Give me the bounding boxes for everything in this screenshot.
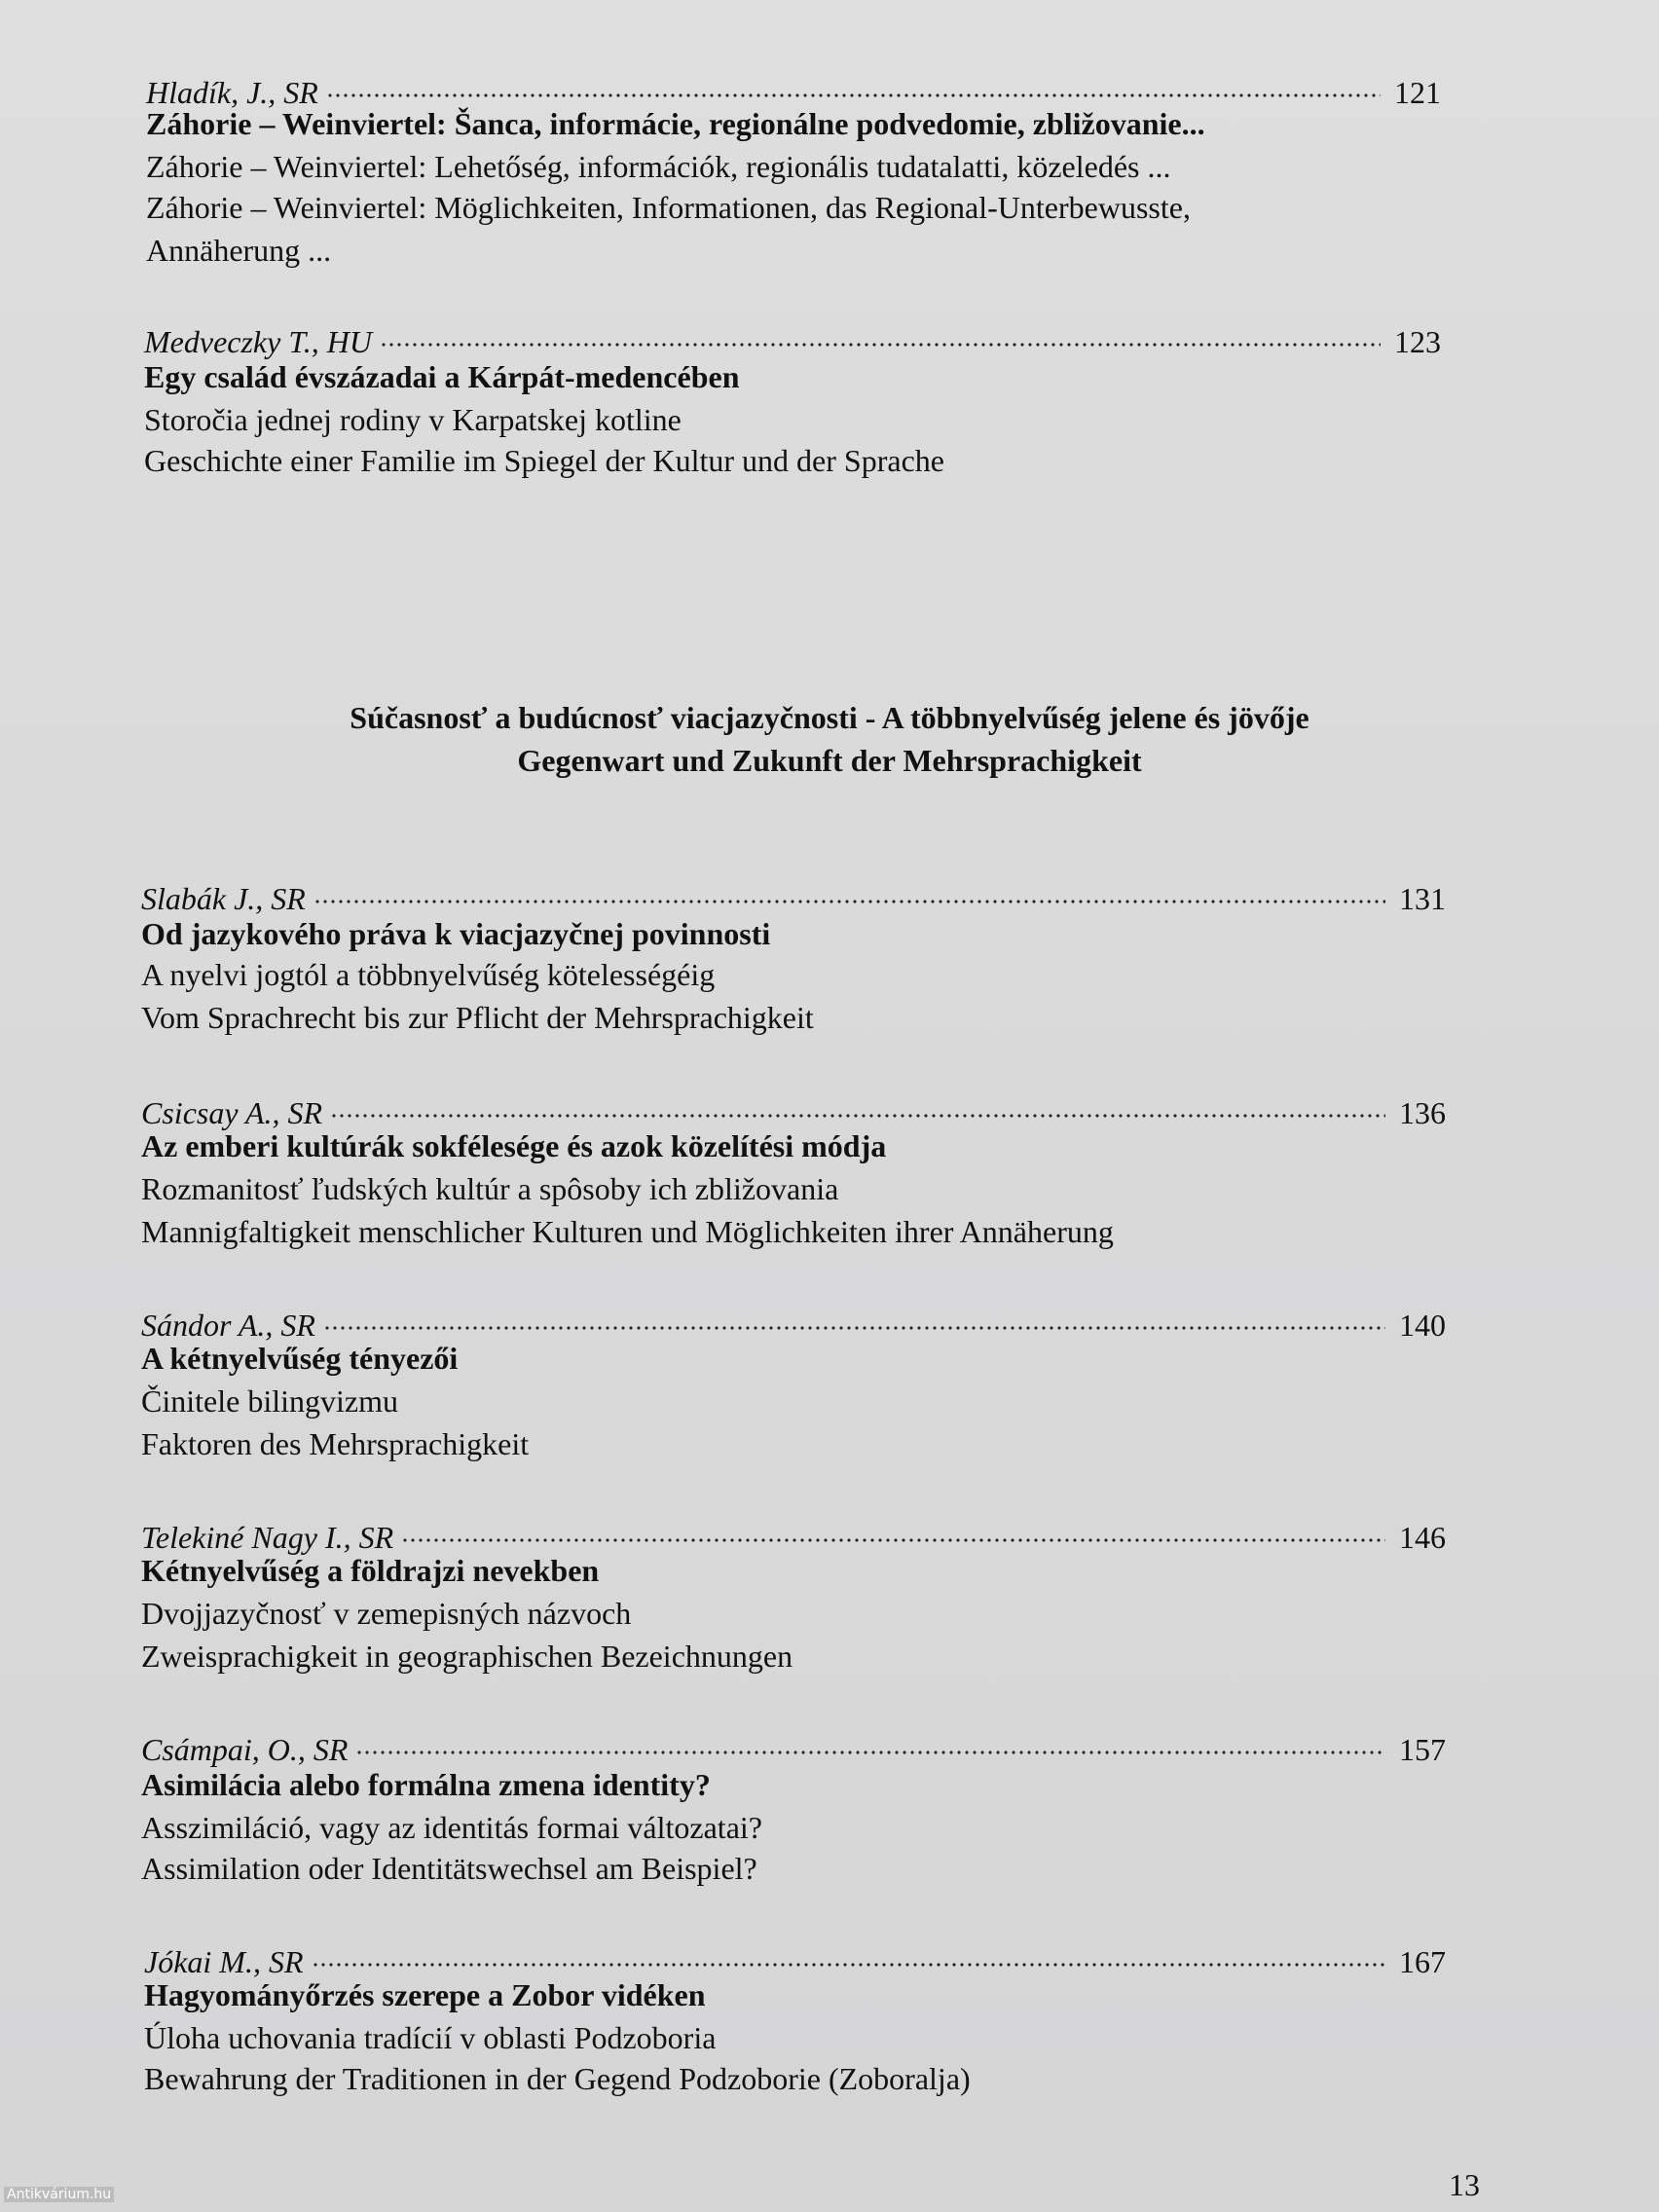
toc-author: Jókai M., SR [144, 1944, 304, 1979]
page-number: 13 [1449, 2167, 1480, 2202]
toc-translation: Assimilation oder Identitätswechsel am Beispiel? [141, 1851, 757, 1886]
watermark: Antikvárium.hu [4, 2187, 114, 2202]
toc-page-number: 123 [1394, 324, 1441, 359]
toc-author-row [144, 312, 1441, 359]
toc-page-number: 146 [1399, 1520, 1446, 1555]
toc-title: Egy család évszázadai a Kárpát-medencében [144, 359, 740, 394]
toc-author: Csámpai, O., SR [141, 1732, 349, 1767]
toc-page-number: 157 [1399, 1732, 1446, 1767]
toc-translation: Vom Sprachrecht bis zur Pflicht der Mehrsprachigkeit [141, 1000, 814, 1035]
toc-author-row [146, 62, 1441, 110]
toc-translation: Bewahrung der Traditionen in der Gegend Podzoborie (Zoboralja) [144, 2061, 971, 2096]
toc-translation: A nyelvi jogtól a többnyelvűség kötelességéig [141, 957, 716, 992]
toc-author: Csicsay A., SR [141, 1095, 323, 1130]
section-heading: Súčasnosť a budúcnosť viacjazyčnosti - A többnyelvűség jelene és jövője [350, 700, 1309, 735]
toc-author-row [141, 1083, 1446, 1130]
toc-page-number: 131 [1399, 881, 1446, 916]
toc-translation: Annäherung ... [146, 233, 332, 268]
toc-title: Od jazykového práva k viacjazyčnej povinnosti [141, 916, 771, 951]
toc-translation: Činitele bilingvizmu [141, 1383, 398, 1419]
toc-author: Hladík, J., SR [146, 75, 318, 110]
leader-dots [380, 312, 1381, 352]
leader-dots [401, 1507, 1385, 1548]
toc-author: Sándor A., SR [141, 1308, 315, 1343]
toc-translation: Dvojjazyčnosť v zemepisných názvoch [141, 1596, 632, 1631]
toc-author: Telekiné Nagy I., SR [141, 1520, 394, 1555]
toc-translation: Úloha uchovania tradícií v oblasti Podzoboria [144, 2020, 717, 2055]
leader-dots [330, 1083, 1385, 1124]
toc-author-row [141, 1295, 1446, 1343]
section-subheading: Gegenwart und Zukunft der Mehrsprachigkeit [517, 743, 1142, 778]
toc-translation: Geschichte einer Familie im Spiegel der Kultur und der Sprache [144, 443, 944, 478]
toc-translation: Zweisprachigkeit in geographischen Bezeichnungen [141, 1639, 793, 1674]
toc-translation: Záhorie – Weinviertel: Möglichkeiten, Informationen, das Regional-Unterbewusste, [146, 190, 1191, 225]
toc-page-number: 121 [1394, 75, 1441, 110]
leader-dots [323, 1295, 1385, 1336]
leader-dots [313, 868, 1385, 909]
toc-author: Slabák J., SR [141, 881, 306, 916]
leader-dots [326, 62, 1381, 103]
leader-dots [355, 1719, 1385, 1760]
toc-author-row [141, 1507, 1446, 1555]
toc-translation: Záhorie – Weinviertel: Lehetőség, információk, regionális tudatalatti, közeledés ... [146, 149, 1171, 184]
toc-title: Az emberi kultúrák sokfélesége és azok közelítési módja [141, 1128, 887, 1163]
toc-author: Medveczky T., HU [144, 324, 372, 359]
toc-translation: Asszimiláció, vagy az identitás formai változatai? [141, 1810, 762, 1845]
leader-dots [312, 1932, 1386, 1972]
toc-title: Hagyományőrzés szerepe a Zobor vidéken [144, 1977, 706, 2012]
toc-title: Asimilácia alebo formálna zmena identity? [141, 1767, 711, 1802]
toc-translation: Mannigfaltigkeit menschlicher Kulturen und Möglichkeiten ihrer Annäherung [141, 1214, 1114, 1249]
toc-page-number: 140 [1399, 1308, 1446, 1343]
toc-translation: Storočia jednej rodiny v Karpatskej kotline [144, 402, 682, 437]
toc-title: Záhorie – Weinviertel: Šanca, informácie, regionálne podvedomie, zbližovanie... [146, 106, 1205, 141]
toc-page-number: 136 [1399, 1095, 1446, 1130]
toc-author-row [141, 868, 1446, 916]
toc-translation: Faktoren des Mehrsprachigkeit [141, 1426, 530, 1461]
toc-author-row [141, 1719, 1446, 1767]
toc-title: Kétnyelvűség a földrajzi nevekben [141, 1553, 600, 1588]
toc-title: A kétnyelvűség tényezői [141, 1341, 459, 1376]
toc-translation: Rozmanitosť ľudských kultúr a spôsoby ich zbližovania [141, 1171, 839, 1206]
toc-author-row [144, 1932, 1446, 1979]
toc-page-number: 167 [1399, 1944, 1446, 1979]
